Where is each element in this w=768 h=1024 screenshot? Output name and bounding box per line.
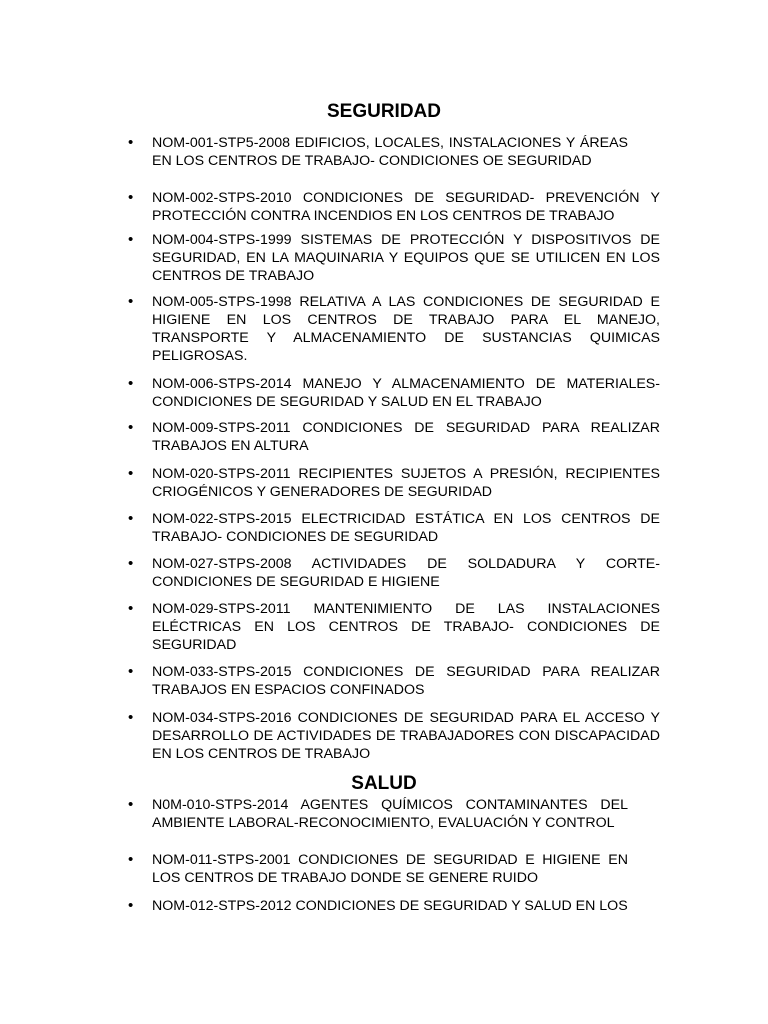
list-item: • NOM-033-STPS-2015 CONDICIONES DE SEGURIDAD PARA REALIZAR TRABAJOS EN ESPACIOS CONFINADOS	[152, 663, 660, 699]
list-item: • NOM-012-STPS-2012 CONDICIONES DE SEGURIDAD Y SALUD EN LOS	[152, 897, 660, 915]
section-title-salud: SALUD	[351, 773, 417, 794]
list-item: • NOM-034-STPS-2016 CONDICIONES DE SEGURIDAD PARA EL ACCESO Y DESARROLLO DE ACTIVIDADES DE TRABAJADORES CON DISCAPACIDAD EN LOS CENTROS DE TRABAJO	[152, 709, 660, 763]
list-item: • NOM-004-STPS-1999 SISTEMAS DE PROTECCIÓN Y DISPOSITIVOS DE SEGURIDAD, EN LA MAQUINARIA Y EQUIPOS QUE SE UTILICEN EN LOS CENTROS DE TRABAJO	[152, 231, 660, 285]
list-item: • NOM-011-STPS-2001 CONDICIONES DE SEGURIDAD E HIGIENE EN LOS CENTROS DE TRABAJO DONDE SE GENERE RUIDO	[152, 851, 628, 887]
list-item: • NOM-029-STPS-2011 MANTENIMIENTO DE LAS INSTALACIONES ELÉCTRICAS EN LOS CENTROS DE TRABAJO- CONDICIONES DE SEGURIDAD	[152, 600, 660, 654]
list-item: • NOM-005-STPS-1998 RELATIVA A LAS CONDICIONES DE SEGURIDAD E HIGIENE EN LOS CENTROS DE TRABAJO PARA EL MANEJO, TRANSPORTE Y ALMACENAMIENTO DE SUSTANCIAS QUIMICAS PELIGROSAS.	[152, 293, 660, 365]
list-item: • NOM-022-STPS-2015 ELECTRICIDAD ESTÁTICA EN LOS CENTROS DE TRABAJO- CONDICIONES DE SEGURIDAD	[152, 510, 660, 546]
list-item: • NOM-009-STPS-2011 CONDICIONES DE SEGURIDAD PARA REALIZAR TRABAJOS EN ALTURA	[152, 419, 660, 455]
list-item: • NOM-002-STPS-2010 CONDICIONES DE SEGURIDAD- PREVENCIÓN Y PROTECCIÓN CONTRA INCENDIOS EN LOS CENTROS DE TRABAJO	[152, 189, 660, 225]
list-item: • N0M-010-STPS-2014 AGENTES QUÍMICOS CONTAMINANTES DEL AMBIENTE LABORAL-RECONOCIMIENTO, EVALUACIÓN Y CONTROL	[152, 796, 628, 832]
section-title-seguridad: SEGURIDAD	[326, 101, 441, 122]
list-item: • NOM-027-STPS-2008 ACTIVIDADES DE SOLDADURA Y CORTE- CONDICIONES DE SEGURIDAD E HIGIENE	[152, 555, 660, 591]
list-item: • NOM-006-STPS-2014 MANEJO Y ALMACENAMIENTO DE MATERIALES- CONDICIONES DE SEGURIDAD Y SALUD EN EL TRABAJO	[152, 375, 660, 411]
list-item: • NOM-001-STP5-2008 EDIFICIOS, LOCALES, INSTALACIONES Y ÁREAS EN LOS CENTROS DE TRABAJO- CONDICIONES OE SEGURIDAD	[152, 134, 628, 170]
list-item: • NOM-020-STPS-2011 RECIPIENTES SUJETOS A PRESIÓN, RECIPIENTES CRIOGÉNICOS Y GENERADORES DE SEGURIDAD	[152, 465, 660, 501]
